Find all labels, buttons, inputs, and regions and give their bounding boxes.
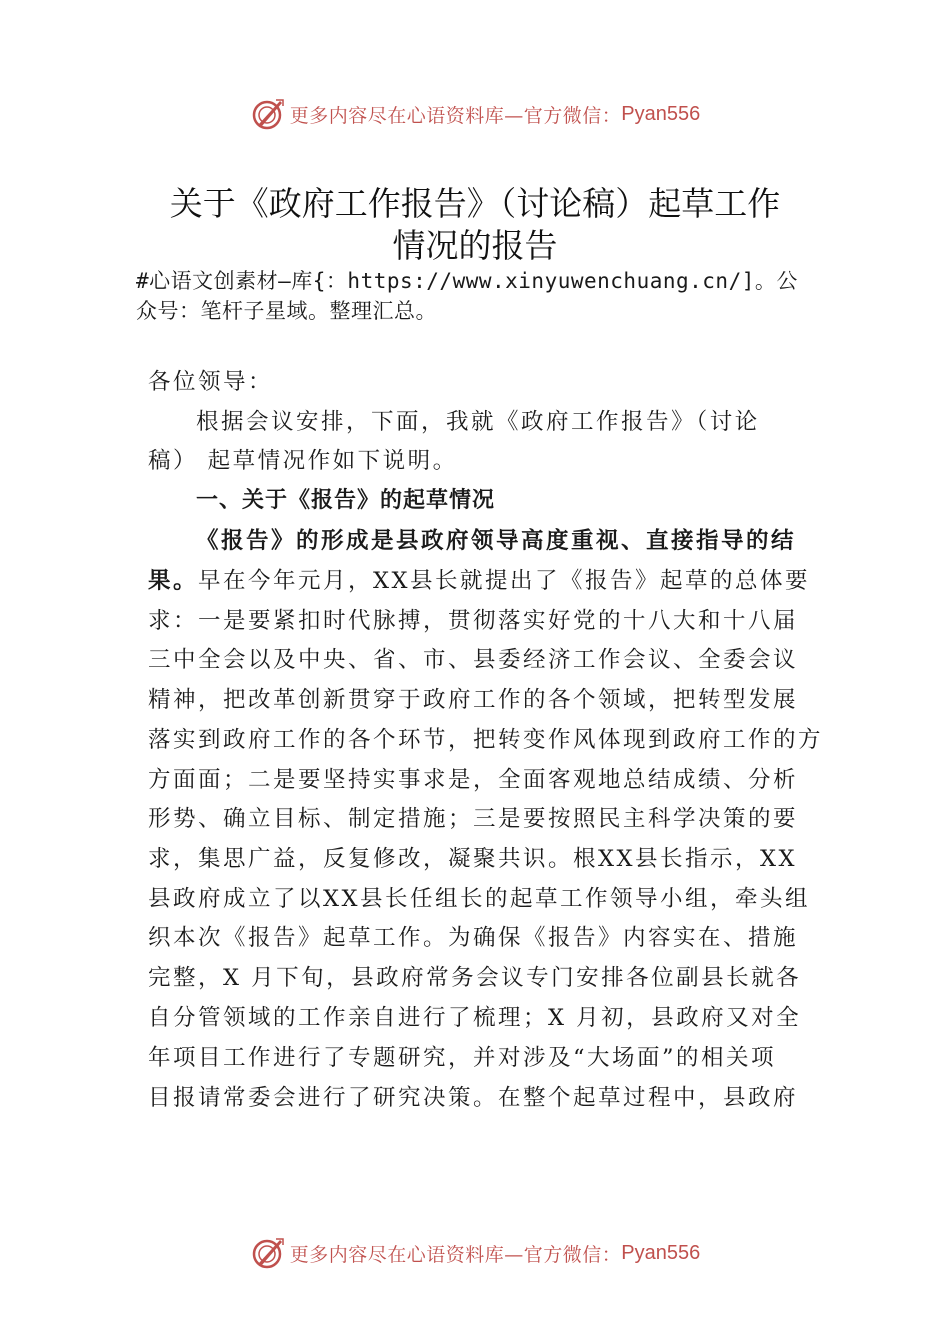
- paragraph-line-1: [196, 523, 796, 559]
- intro-line-2: 稿） 起草情况作如下说明。: [148, 448, 458, 474]
- paragraph-line-2: [148, 563, 810, 599]
- intro-line-1: 根据会议安排，下面，我就《政府工作报告》（讨论: [196, 409, 760, 435]
- key-sentence-part-2: 果。: [148, 568, 199, 594]
- paragraph-line-2-text: 早在今年元月，XX县长就提出了《报告》起草的总体要: [198, 568, 811, 594]
- section-heading: 一、关于《报告》的起草情况: [196, 488, 496, 513]
- brush-pen-logo-icon: [250, 96, 286, 132]
- source-note: [136, 266, 836, 326]
- paragraph-line-14: 年项目工作进行了专题研究，并对涉及“大场面”的相关项: [148, 1045, 777, 1071]
- document-title: [100, 183, 850, 267]
- banner-wechat-id: Pyan556: [621, 102, 701, 125]
- banner-text: 更多内容尽在心语资料库—官方微信：: [289, 104, 622, 127]
- salutation: 各位领导：: [148, 369, 274, 395]
- paragraph-line-11: 织本次《报告》起草工作。为确保《报告》内容实在、措施: [148, 925, 799, 951]
- paragraph-line-5: 精神，把改革创新贯穿于政府工作的各个领域，把转型发展: [148, 687, 799, 713]
- key-sentence-part-1: 《报告》的形成是县政府领导高度重视、直接指导的结: [196, 528, 797, 554]
- footer-banner: [0, 1233, 950, 1273]
- title-line-1: 关于《政府工作报告》（讨论稿）起草工作: [169, 184, 781, 223]
- brush-pen-logo-icon: [250, 1235, 286, 1271]
- paragraph-line-13: 自分管领域的工作亲自进行了梳理；X 月初，县政府又对全: [148, 1005, 802, 1031]
- paragraph-line-10: 县政府成立了以XX县长任组长的起草工作领导小组，牵头组: [148, 886, 811, 912]
- paragraph-line-12: 完整，X 月下旬，县政府常务会议专门安排各位副县长就各: [148, 965, 802, 991]
- header-banner: [0, 94, 950, 134]
- banner-text: 更多内容尽在心语资料库—官方微信：: [289, 1243, 622, 1266]
- paragraph-line-6: 落实到政府工作的各个环节，把转变作风体现到政府工作的方: [148, 727, 824, 753]
- paragraph-line-9: 求，集思广益，反复修改，凝聚共识。根XX县长指示，XX: [148, 846, 798, 872]
- source-note-line-1: #心语文创素材—库{：https://www.xinyuwenchuang.cn/]。公: [136, 269, 798, 293]
- source-note-line-2: 众号：笔杆子星域。整理汇总。: [136, 299, 437, 323]
- paragraph-line-8: 形势、确立目标、制定措施；三是要按照民主科学决策的要: [148, 806, 799, 832]
- title-line-2: 情况的报告: [392, 226, 558, 265]
- paragraph-line-7: 方面面；二是要坚持实事求是，全面客观地总结成绩、分析: [148, 767, 799, 793]
- paragraph-line-3: 求：一是要紧扣时代脉搏，贯彻落实好党的十八大和十八届: [148, 608, 799, 634]
- paragraph-line-15: 目报请常委会进行了研究决策。在整个起草过程中，县政府: [148, 1085, 799, 1111]
- banner-wechat-id: Pyan556: [621, 1241, 701, 1264]
- paragraph-line-4: 三中全会以及中央、省、市、县委经济工作会议、全委会议: [148, 647, 799, 673]
